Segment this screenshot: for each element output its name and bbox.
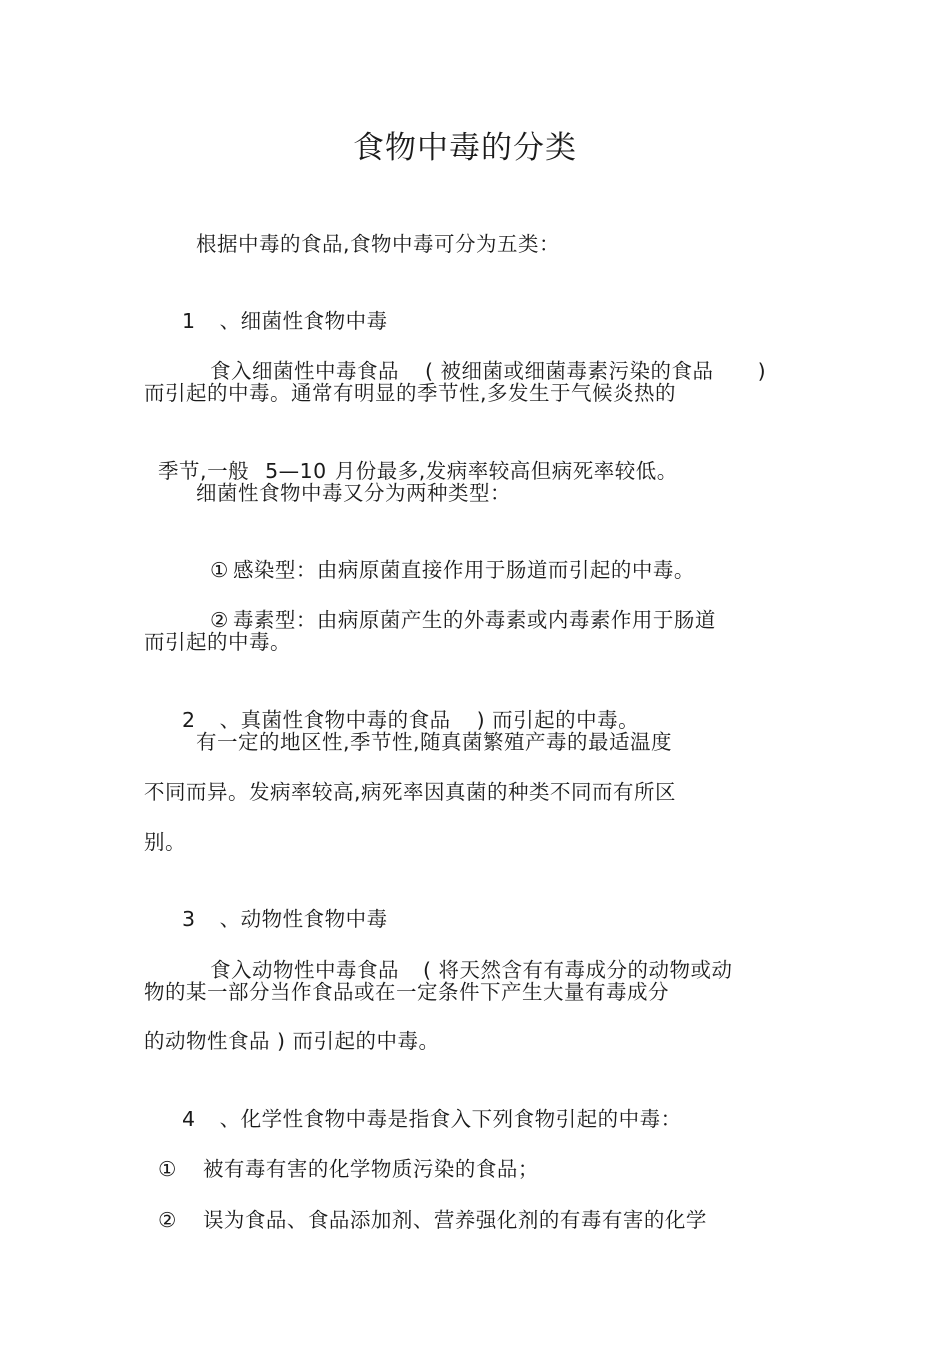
s1-type-1 <box>196 528 695 584</box>
text-segment: ) <box>757 359 767 383</box>
text-segment: 被有毒有害的化学物质污染的食品； <box>202 1157 539 1181</box>
s1-paragraph-line-2: 而引起的中毒。通常有明显的季节性,多发生于气候炎热的 <box>144 381 677 405</box>
section-heading-text: ) 而引起的中毒。 <box>476 708 640 732</box>
s1-type-2-line-2: 而引起的中毒。 <box>144 630 291 654</box>
text-segment: ( 被细菌或细菌毒素污染的食品 <box>425 359 714 383</box>
section-3-heading <box>168 877 388 933</box>
page-title: 食物中毒的分类 <box>353 130 577 166</box>
circled-number: ② <box>210 608 229 632</box>
s1-paragraph-line-1 <box>196 329 766 385</box>
section-heading-text: 、真菌性食物中毒的食品 <box>219 708 451 732</box>
s2-paragraph-line-3: 别。 <box>144 830 186 854</box>
s3-paragraph-line-1 <box>196 928 733 984</box>
section-2-heading <box>168 678 639 734</box>
section-number: 3 <box>182 907 196 931</box>
s2-paragraph-line-1: 有一定的地区性,季节性,随真菌繁殖产毒的最适温度 <box>196 730 673 754</box>
text-segment: 毒素型：由病原菌产生的外毒素或内毒素作用于肠道 <box>232 608 716 632</box>
section-number: 2 <box>182 708 196 732</box>
circled-number: ① <box>158 1157 177 1181</box>
s4-item-2 <box>144 1178 707 1234</box>
section-number: 1 <box>182 309 196 333</box>
intro-paragraph: 根据中毒的食品,食物中毒可分为五类： <box>196 232 561 256</box>
text-segment: 季节,一般 <box>158 459 250 483</box>
s1-type-2 <box>196 578 716 634</box>
text-segment: 误为食品、食品添加剂、营养强化剂的有毒有害的化学 <box>202 1208 707 1232</box>
section-heading-text: 、动物性食物中毒 <box>219 907 388 931</box>
s3-paragraph-line-3: 的动物性食品 ) 而引起的中毒。 <box>144 1029 440 1053</box>
section-heading-text: 、细菌性食物中毒 <box>219 309 388 333</box>
text-segment: 食入细菌性中毒食品 <box>210 359 400 383</box>
s1-paragraph-line-3 <box>144 429 678 485</box>
section-4-heading <box>168 1077 682 1133</box>
s3-paragraph-line-2: 物的某一部分当作食品或在一定条件下产生大量有毒成分 <box>144 980 669 1004</box>
circled-number: ② <box>158 1208 177 1232</box>
circled-number: ① <box>210 558 229 582</box>
s1-types-intro: 细菌性食物中毒又分为两种类型： <box>196 481 511 505</box>
month-range: 5—10 <box>265 459 327 483</box>
text-segment: ( 将天然含有有毒成分的动物或动 <box>423 958 733 982</box>
section-1-heading <box>168 279 388 335</box>
text-segment: 月份最多,发病率较高但病死率较低。 <box>334 459 678 483</box>
s2-paragraph-line-2: 不同而异。发病率较高,病死率因真菌的种类不同而有所区 <box>144 780 677 804</box>
section-heading-text: 、化学性食物中毒是指食入下列食物引起的中毒： <box>219 1107 682 1131</box>
s4-item-1 <box>144 1127 539 1183</box>
text-segment: 感染型：由病原菌直接作用于肠道而引起的中毒。 <box>232 558 695 582</box>
section-number: 4 <box>182 1107 196 1131</box>
text-segment: 食入动物性中毒食品 <box>210 958 400 982</box>
